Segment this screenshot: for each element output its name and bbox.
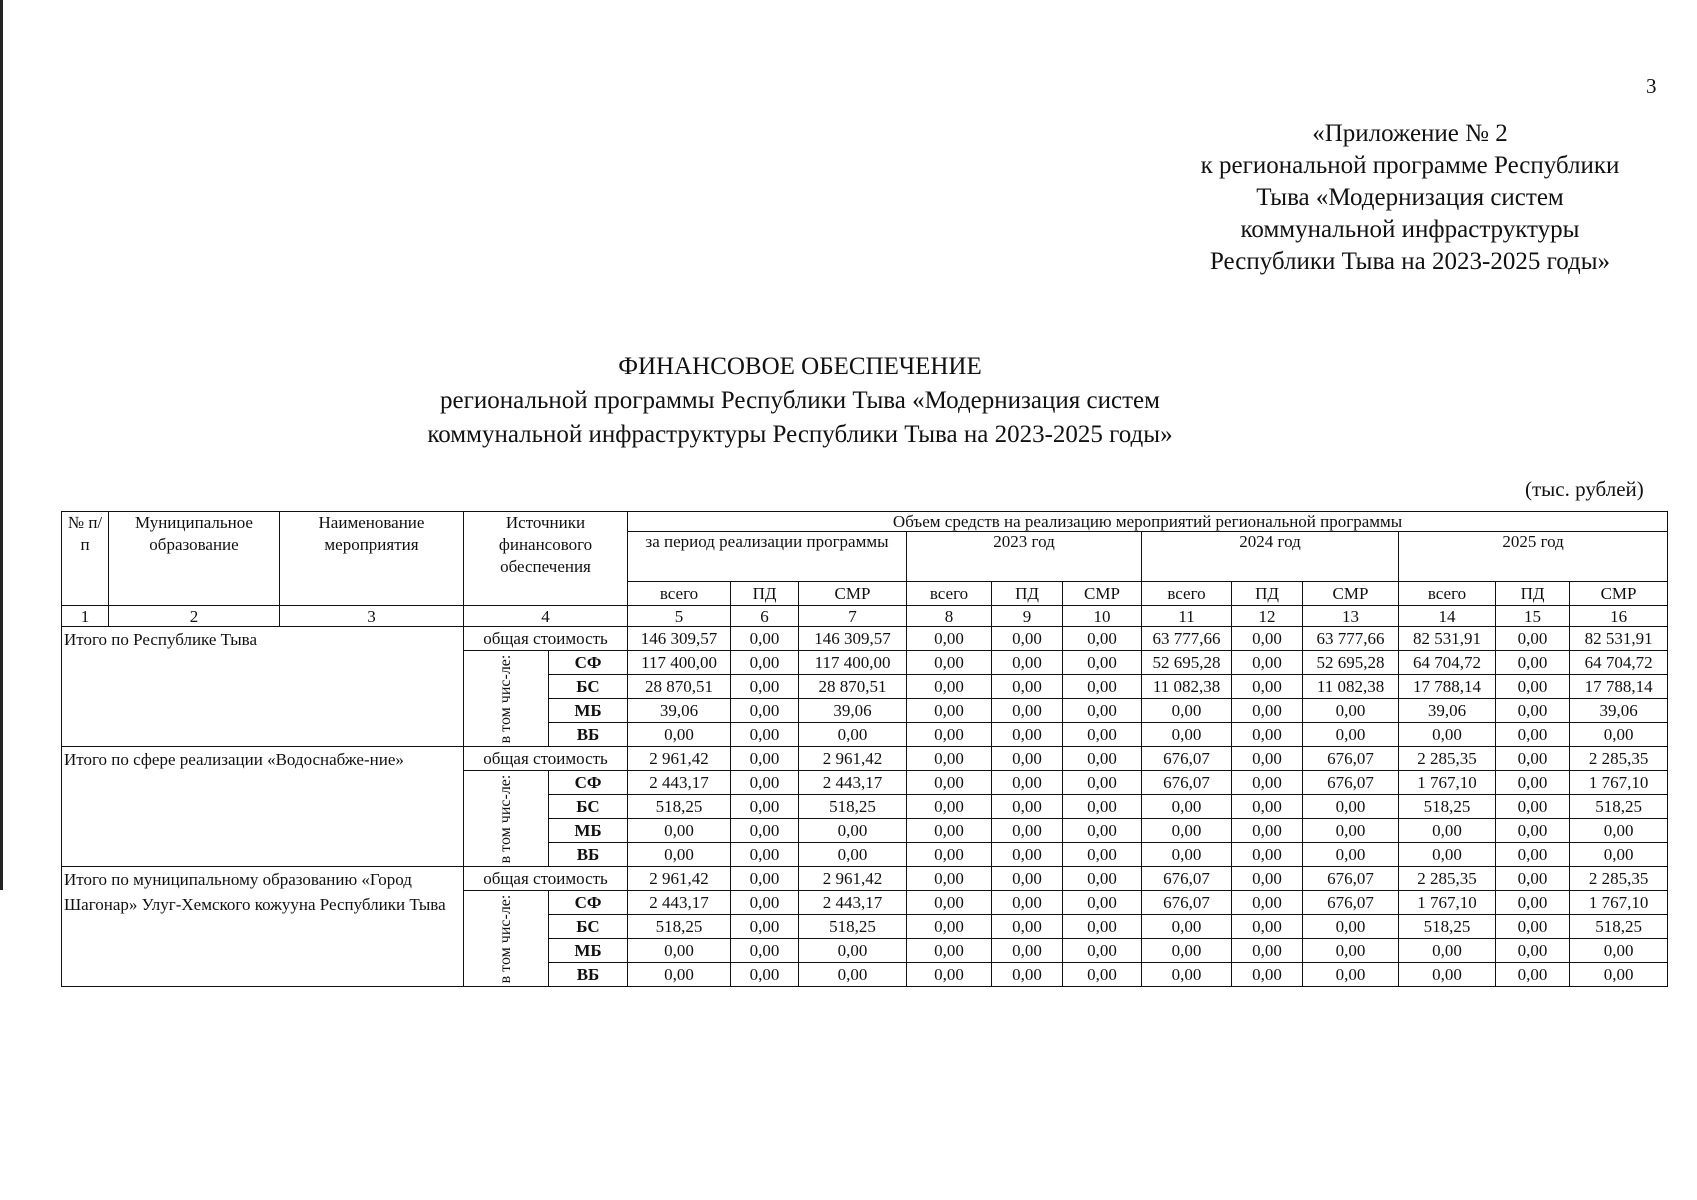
table-cell: 0,00 — [1399, 843, 1496, 867]
table-cell: 0,00 — [1063, 675, 1142, 699]
header-num: № п/п — [62, 512, 109, 606]
table-cell: 2 961,42 — [628, 867, 731, 891]
source-code: СФ — [549, 891, 628, 915]
table-cell: 518,25 — [628, 795, 731, 819]
table-cell: 1 767,10 — [1399, 771, 1496, 795]
table-cell: 17 788,14 — [1570, 675, 1668, 699]
table-cell: 676,07 — [1303, 891, 1399, 915]
table-cell: 0,00 — [731, 675, 799, 699]
header-municipality: Муниципальное образование — [109, 512, 280, 606]
section-label: Итого по сфере реализации «Водоснабже-ние» — [62, 747, 464, 867]
table-cell: 0,00 — [628, 843, 731, 867]
appendix-line: коммунальной инфраструктуры — [1240, 216, 1580, 243]
table-cell: 0,00 — [1142, 699, 1232, 723]
header-sub-smr: СМР — [1303, 582, 1399, 606]
table-cell: 0,00 — [1496, 939, 1570, 963]
table-cell: 676,07 — [1303, 747, 1399, 771]
table-cell: 0,00 — [1570, 819, 1668, 843]
section-label: Итого по Республике Тыва — [62, 627, 464, 747]
table-cell: 0,00 — [992, 675, 1063, 699]
table-row — [62, 747, 1668, 771]
table-cell: 2 961,42 — [799, 867, 907, 891]
table-cell: 0,00 — [992, 819, 1063, 843]
table-cell: 2 443,17 — [799, 891, 907, 915]
table-cell: 0,00 — [1399, 963, 1496, 987]
source-code: МБ — [549, 939, 628, 963]
source-code: БС — [549, 915, 628, 939]
table-cell: 0,00 — [1399, 723, 1496, 747]
header-sub-total: всего — [907, 582, 992, 606]
column-number: 7 — [799, 606, 907, 627]
table-cell: 1 767,10 — [1570, 771, 1668, 795]
table-cell: 0,00 — [1142, 723, 1232, 747]
table-cell: 0,00 — [1142, 939, 1232, 963]
header-year-2023: 2023 год — [907, 532, 1142, 582]
table-cell: 0,00 — [1496, 795, 1570, 819]
table-cell: 0,00 — [1232, 627, 1303, 651]
header-sub-pd: ПД — [1232, 582, 1303, 606]
table-cell: 0,00 — [1063, 627, 1142, 651]
table-cell: 11 082,38 — [1142, 675, 1232, 699]
table-cell: 0,00 — [731, 651, 799, 675]
table-cell: 0,00 — [1063, 891, 1142, 915]
source-code: ВБ — [549, 723, 628, 747]
table-cell: 0,00 — [1063, 723, 1142, 747]
table-cell: 0,00 — [907, 939, 992, 963]
source-code: МБ — [549, 819, 628, 843]
table-cell: 0,00 — [628, 939, 731, 963]
table-cell: 676,07 — [1303, 867, 1399, 891]
table-cell: 0,00 — [907, 675, 992, 699]
table-cell: 2 443,17 — [799, 771, 907, 795]
units-label: (тыс. рублей) — [1525, 477, 1644, 501]
table-cell: 0,00 — [628, 963, 731, 987]
header-sub-smr: СМР — [1570, 582, 1668, 606]
header-sub-total: всего — [1399, 582, 1496, 606]
table-cell: 0,00 — [1232, 939, 1303, 963]
table-row — [62, 627, 1668, 651]
table-cell: 0,00 — [907, 699, 992, 723]
table-cell: 0,00 — [1063, 795, 1142, 819]
table-cell: 64 704,72 — [1570, 651, 1668, 675]
table-cell: 0,00 — [907, 651, 992, 675]
table-cell: 0,00 — [907, 891, 992, 915]
appendix-line: «Приложение № 2 — [1312, 120, 1508, 147]
header-period-total: за период реализации программы — [628, 532, 907, 582]
column-number: 9 — [992, 606, 1063, 627]
table-cell: 1 767,10 — [1570, 891, 1668, 915]
table-cell: 0,00 — [1570, 939, 1668, 963]
table-cell: 0,00 — [1496, 675, 1570, 699]
table-cell: 0,00 — [1399, 939, 1496, 963]
header-year-2025: 2025 год — [1399, 532, 1668, 582]
table-cell: 0,00 — [1063, 939, 1142, 963]
table-cell: 0,00 — [1496, 843, 1570, 867]
including-label — [464, 771, 549, 867]
table-cell: 0,00 — [1303, 819, 1399, 843]
source-code: СФ — [549, 651, 628, 675]
table-cell: 0,00 — [907, 867, 992, 891]
column-number: 15 — [1496, 606, 1570, 627]
including-label — [464, 891, 549, 987]
table-cell: 0,00 — [1303, 939, 1399, 963]
table-cell: 518,25 — [1570, 795, 1668, 819]
page-number: 3 — [1646, 74, 1657, 98]
table-cell: 82 531,91 — [1570, 627, 1668, 651]
table-cell: 17 788,14 — [1399, 675, 1496, 699]
appendix-line: Тыва «Модернизация систем — [1256, 184, 1564, 211]
table-cell: 0,00 — [1570, 963, 1668, 987]
header-sources: Источники финансового обеспечения — [464, 512, 628, 606]
title-line: коммунальной инфраструктуры Республики Тыва на 2023-2025 годы» — [427, 421, 1173, 448]
column-number: 2 — [109, 606, 280, 627]
table-cell: 63 777,66 — [1303, 627, 1399, 651]
table-cell: 0,00 — [1063, 771, 1142, 795]
table-cell: 0,00 — [992, 699, 1063, 723]
table-cell: 518,25 — [799, 915, 907, 939]
table-cell: 0,00 — [731, 843, 799, 867]
including-label — [464, 651, 549, 747]
table-cell: 0,00 — [1496, 723, 1570, 747]
table-cell: 0,00 — [628, 819, 731, 843]
table-cell: 0,00 — [1142, 819, 1232, 843]
table-cell: 0,00 — [907, 843, 992, 867]
table-cell: 518,25 — [1570, 915, 1668, 939]
table-cell: 0,00 — [907, 771, 992, 795]
table-cell: 0,00 — [731, 771, 799, 795]
title-line: региональной программы Республики Тыва «Модернизация систем — [440, 387, 1160, 414]
table-cell: 63 777,66 — [1142, 627, 1232, 651]
table-cell: 0,00 — [1232, 963, 1303, 987]
source-code: МБ — [549, 699, 628, 723]
table-cell: 0,00 — [1232, 843, 1303, 867]
table-cell: 0,00 — [1496, 891, 1570, 915]
table-cell: 39,06 — [799, 699, 907, 723]
table-cell: 0,00 — [1496, 699, 1570, 723]
table-cell: 676,07 — [1303, 771, 1399, 795]
table-cell: 0,00 — [731, 699, 799, 723]
table-cell: 0,00 — [1063, 867, 1142, 891]
table-cell: 0,00 — [1142, 795, 1232, 819]
header-sub-smr: СМР — [799, 582, 907, 606]
table-cell: 0,00 — [799, 723, 907, 747]
title-heading: ФИНАНСОВОЕ ОБЕСПЕЧЕНИЕ — [618, 353, 982, 380]
table-cell: 39,06 — [1570, 699, 1668, 723]
table-cell: 1 767,10 — [1399, 891, 1496, 915]
table-cell: 82 531,91 — [1399, 627, 1496, 651]
table-cell: 0,00 — [1570, 843, 1668, 867]
table-cell: 0,00 — [731, 747, 799, 771]
table-cell: 0,00 — [1496, 915, 1570, 939]
table-cell: 0,00 — [1570, 723, 1668, 747]
table-cell: 146 309,57 — [799, 627, 907, 651]
table-cell: 39,06 — [628, 699, 731, 723]
source-code: БС — [549, 675, 628, 699]
table-cell: 0,00 — [992, 795, 1063, 819]
table-cell: 0,00 — [1063, 651, 1142, 675]
table-cell: 0,00 — [1232, 675, 1303, 699]
table-cell: 0,00 — [1496, 819, 1570, 843]
table-cell: 11 082,38 — [1303, 675, 1399, 699]
table-cell: 518,25 — [799, 795, 907, 819]
column-number: 6 — [731, 606, 799, 627]
column-number: 3 — [280, 606, 464, 627]
table-cell: 0,00 — [992, 843, 1063, 867]
including-text: в том чис-ле: — [497, 774, 514, 863]
table-cell: 0,00 — [1496, 651, 1570, 675]
document-title — [300, 350, 1300, 452]
table-cell: 0,00 — [799, 939, 907, 963]
table-cell: 0,00 — [1303, 699, 1399, 723]
table-cell: 0,00 — [731, 939, 799, 963]
table-cell: 0,00 — [992, 867, 1063, 891]
table-cell: 0,00 — [731, 963, 799, 987]
table-cell: 0,00 — [1232, 747, 1303, 771]
header-sub-pd: ПД — [731, 582, 799, 606]
column-number: 12 — [1232, 606, 1303, 627]
table-cell: 0,00 — [992, 723, 1063, 747]
table-cell: 0,00 — [1063, 747, 1142, 771]
table-cell: 0,00 — [907, 795, 992, 819]
table-cell: 2 285,35 — [1399, 867, 1496, 891]
table-cell: 0,00 — [1063, 915, 1142, 939]
source-code: ВБ — [549, 843, 628, 867]
header-year-2024: 2024 год — [1142, 532, 1399, 582]
table-cell: 2 285,35 — [1570, 747, 1668, 771]
header-sub-pd: ПД — [1496, 582, 1570, 606]
source-total: общая стоимость — [464, 627, 628, 651]
table-cell: 0,00 — [992, 627, 1063, 651]
table-cell: 0,00 — [1063, 963, 1142, 987]
table-cell: 0,00 — [628, 723, 731, 747]
scan-edge-line — [0, 0, 3, 890]
table-cell: 0,00 — [1232, 699, 1303, 723]
table-cell: 0,00 — [1303, 915, 1399, 939]
table-cell: 2 443,17 — [628, 771, 731, 795]
table-cell: 0,00 — [992, 747, 1063, 771]
table-cell: 0,00 — [992, 771, 1063, 795]
table-cell: 0,00 — [799, 843, 907, 867]
table-cell: 518,25 — [1399, 915, 1496, 939]
table-cell: 0,00 — [1063, 819, 1142, 843]
table-cell: 0,00 — [1496, 747, 1570, 771]
financing-table — [61, 511, 1668, 987]
table-cell: 0,00 — [1232, 723, 1303, 747]
table-cell: 117 400,00 — [799, 651, 907, 675]
table-cell: 0,00 — [731, 915, 799, 939]
header-sub-pd: ПД — [992, 582, 1063, 606]
table-cell: 0,00 — [1142, 963, 1232, 987]
table-cell: 0,00 — [731, 627, 799, 651]
including-text: в том чис-ле: — [497, 894, 514, 983]
table-cell: 0,00 — [1232, 651, 1303, 675]
source-code: ВБ — [549, 963, 628, 987]
column-number: 13 — [1303, 606, 1399, 627]
source-total: общая стоимость — [464, 867, 628, 891]
table-cell: 64 704,72 — [1399, 651, 1496, 675]
table-cell: 0,00 — [1303, 723, 1399, 747]
table-cell: 0,00 — [1496, 627, 1570, 651]
table-cell: 0,00 — [1232, 915, 1303, 939]
table-cell: 0,00 — [731, 795, 799, 819]
table-cell: 52 695,28 — [1303, 651, 1399, 675]
table-cell: 0,00 — [731, 867, 799, 891]
table-cell: 0,00 — [907, 963, 992, 987]
table-cell: 518,25 — [1399, 795, 1496, 819]
column-number: 14 — [1399, 606, 1496, 627]
table-cell: 2 443,17 — [628, 891, 731, 915]
header-measure: Наименование мероприятия — [280, 512, 464, 606]
table-cell: 0,00 — [1496, 963, 1570, 987]
table-cell: 28 870,51 — [628, 675, 731, 699]
table-cell: 0,00 — [907, 915, 992, 939]
column-number: 10 — [1063, 606, 1142, 627]
table-cell: 0,00 — [1399, 819, 1496, 843]
table-cell: 0,00 — [1142, 915, 1232, 939]
table-cell: 0,00 — [992, 651, 1063, 675]
header-sub-smr: СМР — [1063, 582, 1142, 606]
header-sub-total: всего — [628, 582, 731, 606]
column-number: 11 — [1142, 606, 1232, 627]
column-number: 8 — [907, 606, 992, 627]
table-cell: 0,00 — [1232, 891, 1303, 915]
appendix-line: к региональной программе Республики — [1200, 152, 1620, 179]
table-cell: 0,00 — [1232, 771, 1303, 795]
table-cell: 676,07 — [1142, 771, 1232, 795]
table-cell: 0,00 — [1303, 963, 1399, 987]
table-row — [62, 867, 1668, 891]
table-cell: 2 285,35 — [1570, 867, 1668, 891]
appendix-reference — [1160, 118, 1660, 278]
table-cell: 0,00 — [1303, 843, 1399, 867]
table-cell: 0,00 — [992, 963, 1063, 987]
table-cell: 0,00 — [799, 963, 907, 987]
table-cell: 0,00 — [731, 819, 799, 843]
table-cell: 676,07 — [1142, 867, 1232, 891]
table-cell: 2 961,42 — [628, 747, 731, 771]
source-code: БС — [549, 795, 628, 819]
table-cell: 0,00 — [907, 723, 992, 747]
table-cell: 2 961,42 — [799, 747, 907, 771]
table-cell: 28 870,51 — [799, 675, 907, 699]
table-cell: 0,00 — [1063, 843, 1142, 867]
header-volume: Объем средств на реализацию мероприятий региональной программы — [628, 512, 1668, 532]
table-cell: 0,00 — [907, 627, 992, 651]
table-cell: 146 309,57 — [628, 627, 731, 651]
table-cell: 52 695,28 — [1142, 651, 1232, 675]
source-code: СФ — [549, 771, 628, 795]
column-number: 1 — [62, 606, 109, 627]
table-cell: 39,06 — [1399, 699, 1496, 723]
table-cell: 117 400,00 — [628, 651, 731, 675]
column-number: 4 — [464, 606, 628, 627]
table-cell: 0,00 — [907, 819, 992, 843]
table-cell: 0,00 — [907, 747, 992, 771]
section-label: Итого по муниципальному образованию «Город Шагонар» Улуг-Хемского кожууна Республики Тыва — [62, 867, 464, 987]
table-cell: 0,00 — [731, 723, 799, 747]
table-cell: 0,00 — [731, 891, 799, 915]
table-cell: 676,07 — [1142, 891, 1232, 915]
table-cell: 0,00 — [1232, 795, 1303, 819]
table-cell: 0,00 — [992, 891, 1063, 915]
table-cell: 0,00 — [1496, 771, 1570, 795]
source-total: общая стоимость — [464, 747, 628, 771]
table-cell: 518,25 — [628, 915, 731, 939]
table-cell: 0,00 — [1496, 867, 1570, 891]
appendix-line: Республики Тыва на 2023-2025 годы» — [1209, 248, 1611, 275]
table-cell: 0,00 — [1232, 819, 1303, 843]
table-cell: 0,00 — [1232, 867, 1303, 891]
table-cell: 0,00 — [1063, 699, 1142, 723]
table-cell: 0,00 — [1142, 843, 1232, 867]
table-cell: 0,00 — [992, 915, 1063, 939]
table-cell: 2 285,35 — [1399, 747, 1496, 771]
table-cell: 676,07 — [1142, 747, 1232, 771]
header-sub-total: всего — [1142, 582, 1232, 606]
table-cell: 0,00 — [992, 939, 1063, 963]
column-number: 16 — [1570, 606, 1668, 627]
table-cell: 0,00 — [1303, 795, 1399, 819]
column-number: 5 — [628, 606, 731, 627]
table-cell: 0,00 — [799, 819, 907, 843]
including-text: в том чис-ле: — [497, 654, 514, 743]
